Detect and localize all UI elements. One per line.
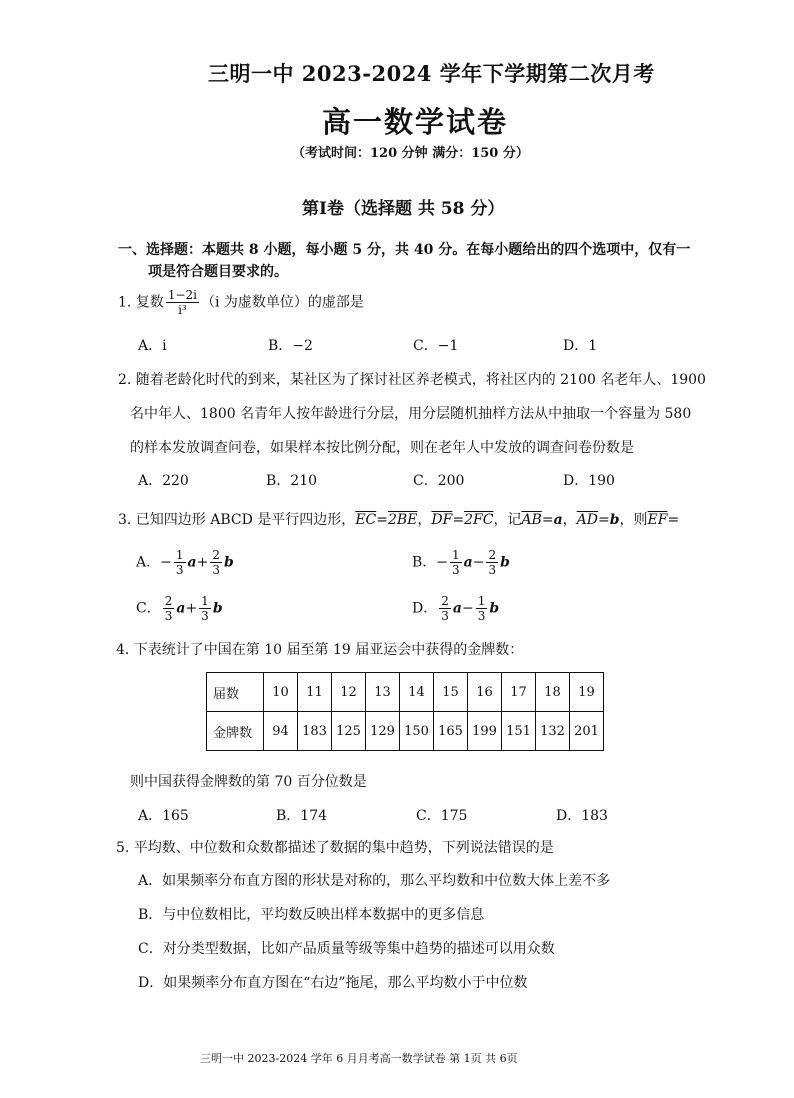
table-cell: 19 (570, 673, 604, 712)
q3-d-n2: 1 (477, 594, 486, 608)
vector-2fc: 2FC (464, 512, 494, 528)
q3-ze: ，则 (619, 512, 648, 528)
q3-c-frac1 (163, 594, 175, 623)
table-cell: 132 (536, 712, 570, 751)
table-header-medals: 金牌数 (207, 712, 264, 751)
q3-b-n2: 2 (488, 548, 497, 562)
q3-c-d1: 3 (164, 609, 173, 623)
table-cell: 10 (264, 673, 298, 712)
q3-c-n1: 2 (164, 594, 173, 608)
q3-c-sign2: + (185, 600, 198, 617)
q3-b-v1: a (463, 554, 473, 571)
q3-d-frac1 (439, 594, 451, 623)
q1-frac-den: i³ (178, 303, 187, 317)
q3-b-frac1 (450, 548, 462, 577)
q3-a-frac1 (174, 548, 186, 577)
question-2-cont1: 名中年人、1800 名青年人按年龄进行分层，用分层随机抽样方法从中抽取一个容量为 580 (130, 406, 692, 422)
q3-a-sign2: + (196, 554, 209, 571)
q3-c-n2: 1 (201, 594, 209, 608)
q3-a-v1: a (187, 554, 197, 571)
q2-option-b[interactable]: B．210 (266, 473, 318, 489)
q3-a-d2: 3 (212, 563, 220, 577)
table-cell: 94 (264, 712, 298, 751)
q3-option-b[interactable] (412, 548, 510, 577)
table-cell: 16 (468, 673, 502, 712)
section1-intro-cont: 项是符合题目要求的。 (148, 264, 288, 280)
q3-lead: 3. 已知四边形 ABCD 是平行四边形， (118, 512, 356, 528)
table-cell: 11 (298, 673, 332, 712)
vector-ec: $\overline{EC}$ (355, 512, 377, 528)
q3-d-n1: 2 (441, 594, 449, 608)
vector-ef: $\overline{EF}$ (647, 512, 668, 528)
table-cell: 165 (434, 712, 468, 751)
q5-option-c[interactable]: C．对分类型数据，比如产品质量等级等集中趋势的描述可以用众数 (138, 941, 555, 957)
q3-a-frac2 (210, 548, 222, 577)
q3-ji: ，记 (493, 512, 522, 528)
q3-d-label: D． (412, 600, 438, 617)
paper-title: 高一数学试卷 (322, 105, 509, 139)
q1-frac-num: 1−2i (167, 288, 197, 302)
table-cell: 18 (536, 673, 570, 712)
q2-option-a[interactable]: A．220 (138, 473, 189, 489)
table-row-sessions (207, 673, 604, 712)
q3-d-d1: 3 (441, 609, 449, 623)
table-cell: 129 (366, 712, 400, 751)
q3-a-n2: 2 (212, 548, 220, 562)
question-2: 2. 随着老龄化时代的到来，某社区为了探讨社区养老模式，将社区内的 2100 名老年人、1900 (118, 372, 706, 388)
q3-b-d2: 3 (488, 563, 497, 577)
q3-d-sign2: − (461, 600, 474, 617)
vector-ad: $\overline{AD}$ (576, 512, 598, 528)
q1-option-a[interactable]: A．i (138, 338, 167, 354)
q1-fraction (166, 288, 199, 317)
question-3: 3. 已知四边形 ABCD 是平行四边形，$\overline{EC}=2BE$，$\overline{DF}=2FC$，记$\overline{AB}=a$，$\overline{AD}=b$，则$\overline{EF}=$ (118, 512, 680, 528)
q1-prefix: 复数 (135, 294, 164, 311)
q4-question: 则中国获得金牌数的第 70 百分位数是 (130, 774, 367, 790)
q3-d-v2: b (489, 600, 500, 617)
question-4: 4. 下表统计了中国在第 10 届至第 19 届亚运会中获得的金牌数： (116, 642, 524, 658)
q3-a-n1: 1 (175, 548, 184, 562)
exam-info: （考试时间：120 分钟 满分：150 分） (292, 146, 529, 161)
q4-option-c[interactable]: C．175 (416, 808, 468, 824)
table-cell: 199 (468, 712, 502, 751)
q3-d-v1: a (452, 600, 462, 617)
q3-option-c[interactable] (136, 594, 223, 623)
q1-option-c[interactable]: C．−1 (413, 338, 459, 354)
question-5: 5. 平均数、中位数和众数都描述了数据的集中趋势，下列说法错误的是 (116, 840, 554, 856)
table-cell: 13 (366, 673, 400, 712)
q2-option-c[interactable]: C．200 (413, 473, 465, 489)
q4-option-a[interactable]: A．165 (138, 808, 189, 824)
q2-option-d[interactable]: D．190 (563, 473, 615, 489)
q4-option-d[interactable]: D．183 (556, 808, 608, 824)
q3-d-frac2 (476, 594, 488, 623)
part1-title: 第Ⅰ卷（选择题 共 58 分） (302, 199, 505, 219)
q3-option-d[interactable] (412, 594, 499, 623)
page-footer: 三明一中 2023-2024 学年 6 月月考高一数学试卷 第 1页 共 6页 (200, 1052, 518, 1065)
q3-a-v2: b (223, 554, 234, 571)
table-cell: 14 (400, 673, 434, 712)
q1-suffix: （i 为虚数单位）的虚部是 (200, 294, 364, 311)
vector-2be: 2BE (387, 512, 418, 528)
school-title: 三明一中 2023-2024 学年下学期第二次月考 (208, 61, 655, 86)
q3-c-d2: 3 (201, 609, 209, 623)
q4-option-b[interactable]: B．174 (276, 808, 328, 824)
q3-c-v2: b (212, 600, 223, 617)
gold-medal-table (206, 672, 604, 751)
q3-c-frac2 (199, 594, 211, 623)
question-1 (118, 288, 364, 317)
table-cell: 17 (502, 673, 536, 712)
q5-option-b[interactable]: B．与中位数相比，平均数反映出样本数据中的更多信息 (138, 907, 485, 923)
q3-b-label: B． (412, 554, 437, 571)
table-cell: 15 (434, 673, 468, 712)
q3-b-sign2: − (472, 554, 485, 571)
q3-option-a[interactable] (136, 548, 234, 577)
table-cell: 151 (502, 712, 536, 751)
q3-b-sign1: − (436, 554, 449, 571)
q5-option-d[interactable]: D．如果频率分布直方图在“右边”拖尾，那么平均数小于中位数 (138, 975, 528, 991)
table-row-medals (207, 712, 604, 751)
table-cell: 12 (332, 673, 366, 712)
table-cell: 183 (298, 712, 332, 751)
question-2-cont2: 的样本发放调查问卷，如果样本按比例分配，则在老年人中发放的调查问卷份数是 (130, 440, 634, 456)
q3-c-label: C． (136, 600, 161, 617)
q5-option-a[interactable]: A．如果频率分布直方图的形状是对称的，那么平均数和中位数大体上差不多 (138, 873, 611, 889)
q1-option-d[interactable]: D．1 (563, 338, 598, 354)
q3-a-d1: 3 (175, 563, 184, 577)
table-cell: 150 (400, 712, 434, 751)
vector-df: $\overline{DF}$ (431, 512, 453, 528)
vec-b: b (609, 512, 620, 528)
table-cell: 201 (570, 712, 604, 751)
q3-a-sign1: − (160, 554, 172, 571)
q3-d-d2: 3 (477, 609, 486, 623)
q3-b-frac2 (486, 548, 498, 577)
q1-option-b[interactable]: B．−2 (268, 338, 313, 354)
table-header-sessions: 届数 (207, 673, 264, 712)
table-cell: 125 (332, 712, 366, 751)
q3-b-d1: 3 (452, 563, 460, 577)
vec-a: a (553, 512, 563, 528)
vector-ab: $\overline{AB}$ (521, 512, 542, 528)
q3-c-v1: a (176, 600, 186, 617)
q3-b-v2: b (500, 554, 510, 571)
q1-number: 1. (118, 294, 132, 311)
q3-a-label: A． (136, 554, 161, 571)
q3-b-n1: 1 (452, 548, 460, 562)
section1-intro: 一、选择题：本题共 8 小题，每小题 5 分，共 40 分。在每小题给出的四个选项中，仅有一 (118, 242, 691, 258)
